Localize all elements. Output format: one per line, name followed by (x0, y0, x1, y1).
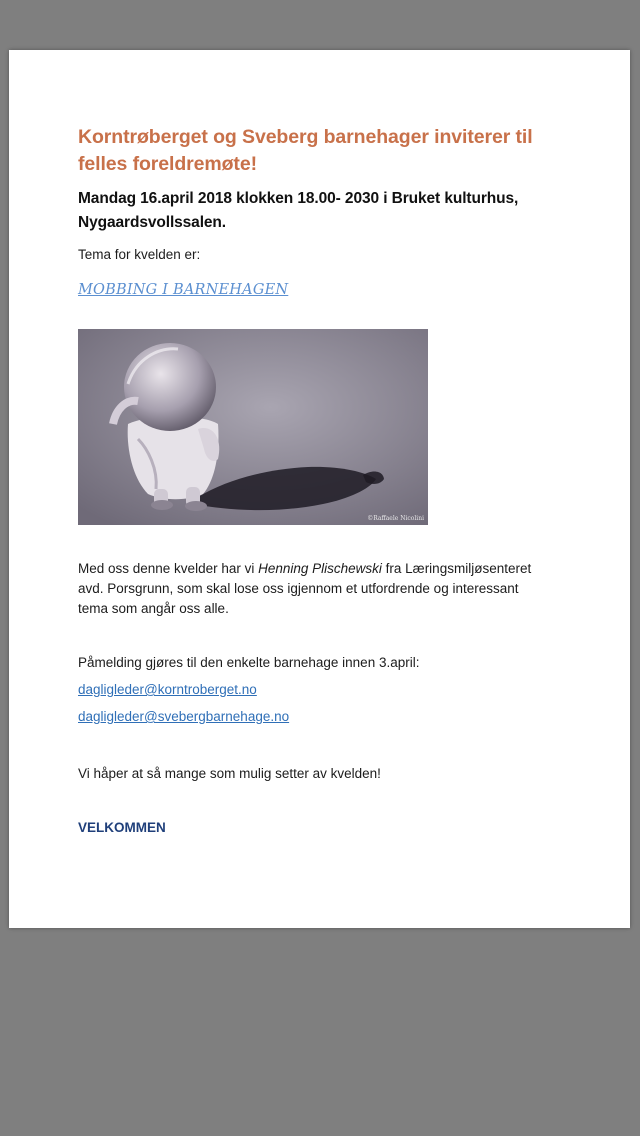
child-shadow-photo (78, 329, 428, 525)
invitation-title: Korntrøberget og Sveberg barnehager inviterer til felles foreldremøte! (78, 126, 533, 175)
email-link-korntroberget[interactable]: dagligleder@korntroberget.no (78, 682, 257, 697)
document-page[interactable] (9, 50, 630, 928)
registration-text: Påmelding gjøres til den enkelte barnehage innen 3.april: (78, 655, 420, 670)
topic-label: Tema for kvelden er: (78, 247, 201, 262)
page-content (78, 124, 548, 852)
intro-text-end: fra Læringsmiljøsenteret avd. Porsgrunn, som skal lose oss igjennom et utfordrende og interessant tema som angår oss alle. (78, 561, 532, 616)
event-details: Mandag 16.april 2018 klokken 18.00- 2030 i Bruket kulturhus, Nygaardsvollssalen. (78, 190, 519, 231)
intro-paragraph (78, 559, 548, 619)
topic-link[interactable]: MOBBING I BARNEHAGEN (78, 282, 289, 298)
photo-credit: ©Raffaele Nicolini (367, 515, 424, 522)
closing-text: Vi håper at så mange som mulig setter av kvelden! (78, 766, 381, 781)
intro-text-start: Med oss denne kvelder har vi (78, 561, 259, 576)
email-link-sveberg[interactable]: dagligleder@svebergbarnehage.no (78, 709, 290, 724)
photo-illustration (78, 329, 428, 525)
speaker-name: Henning Plischewski (258, 561, 382, 576)
welcome-text: VELKOMMEN (78, 820, 166, 835)
